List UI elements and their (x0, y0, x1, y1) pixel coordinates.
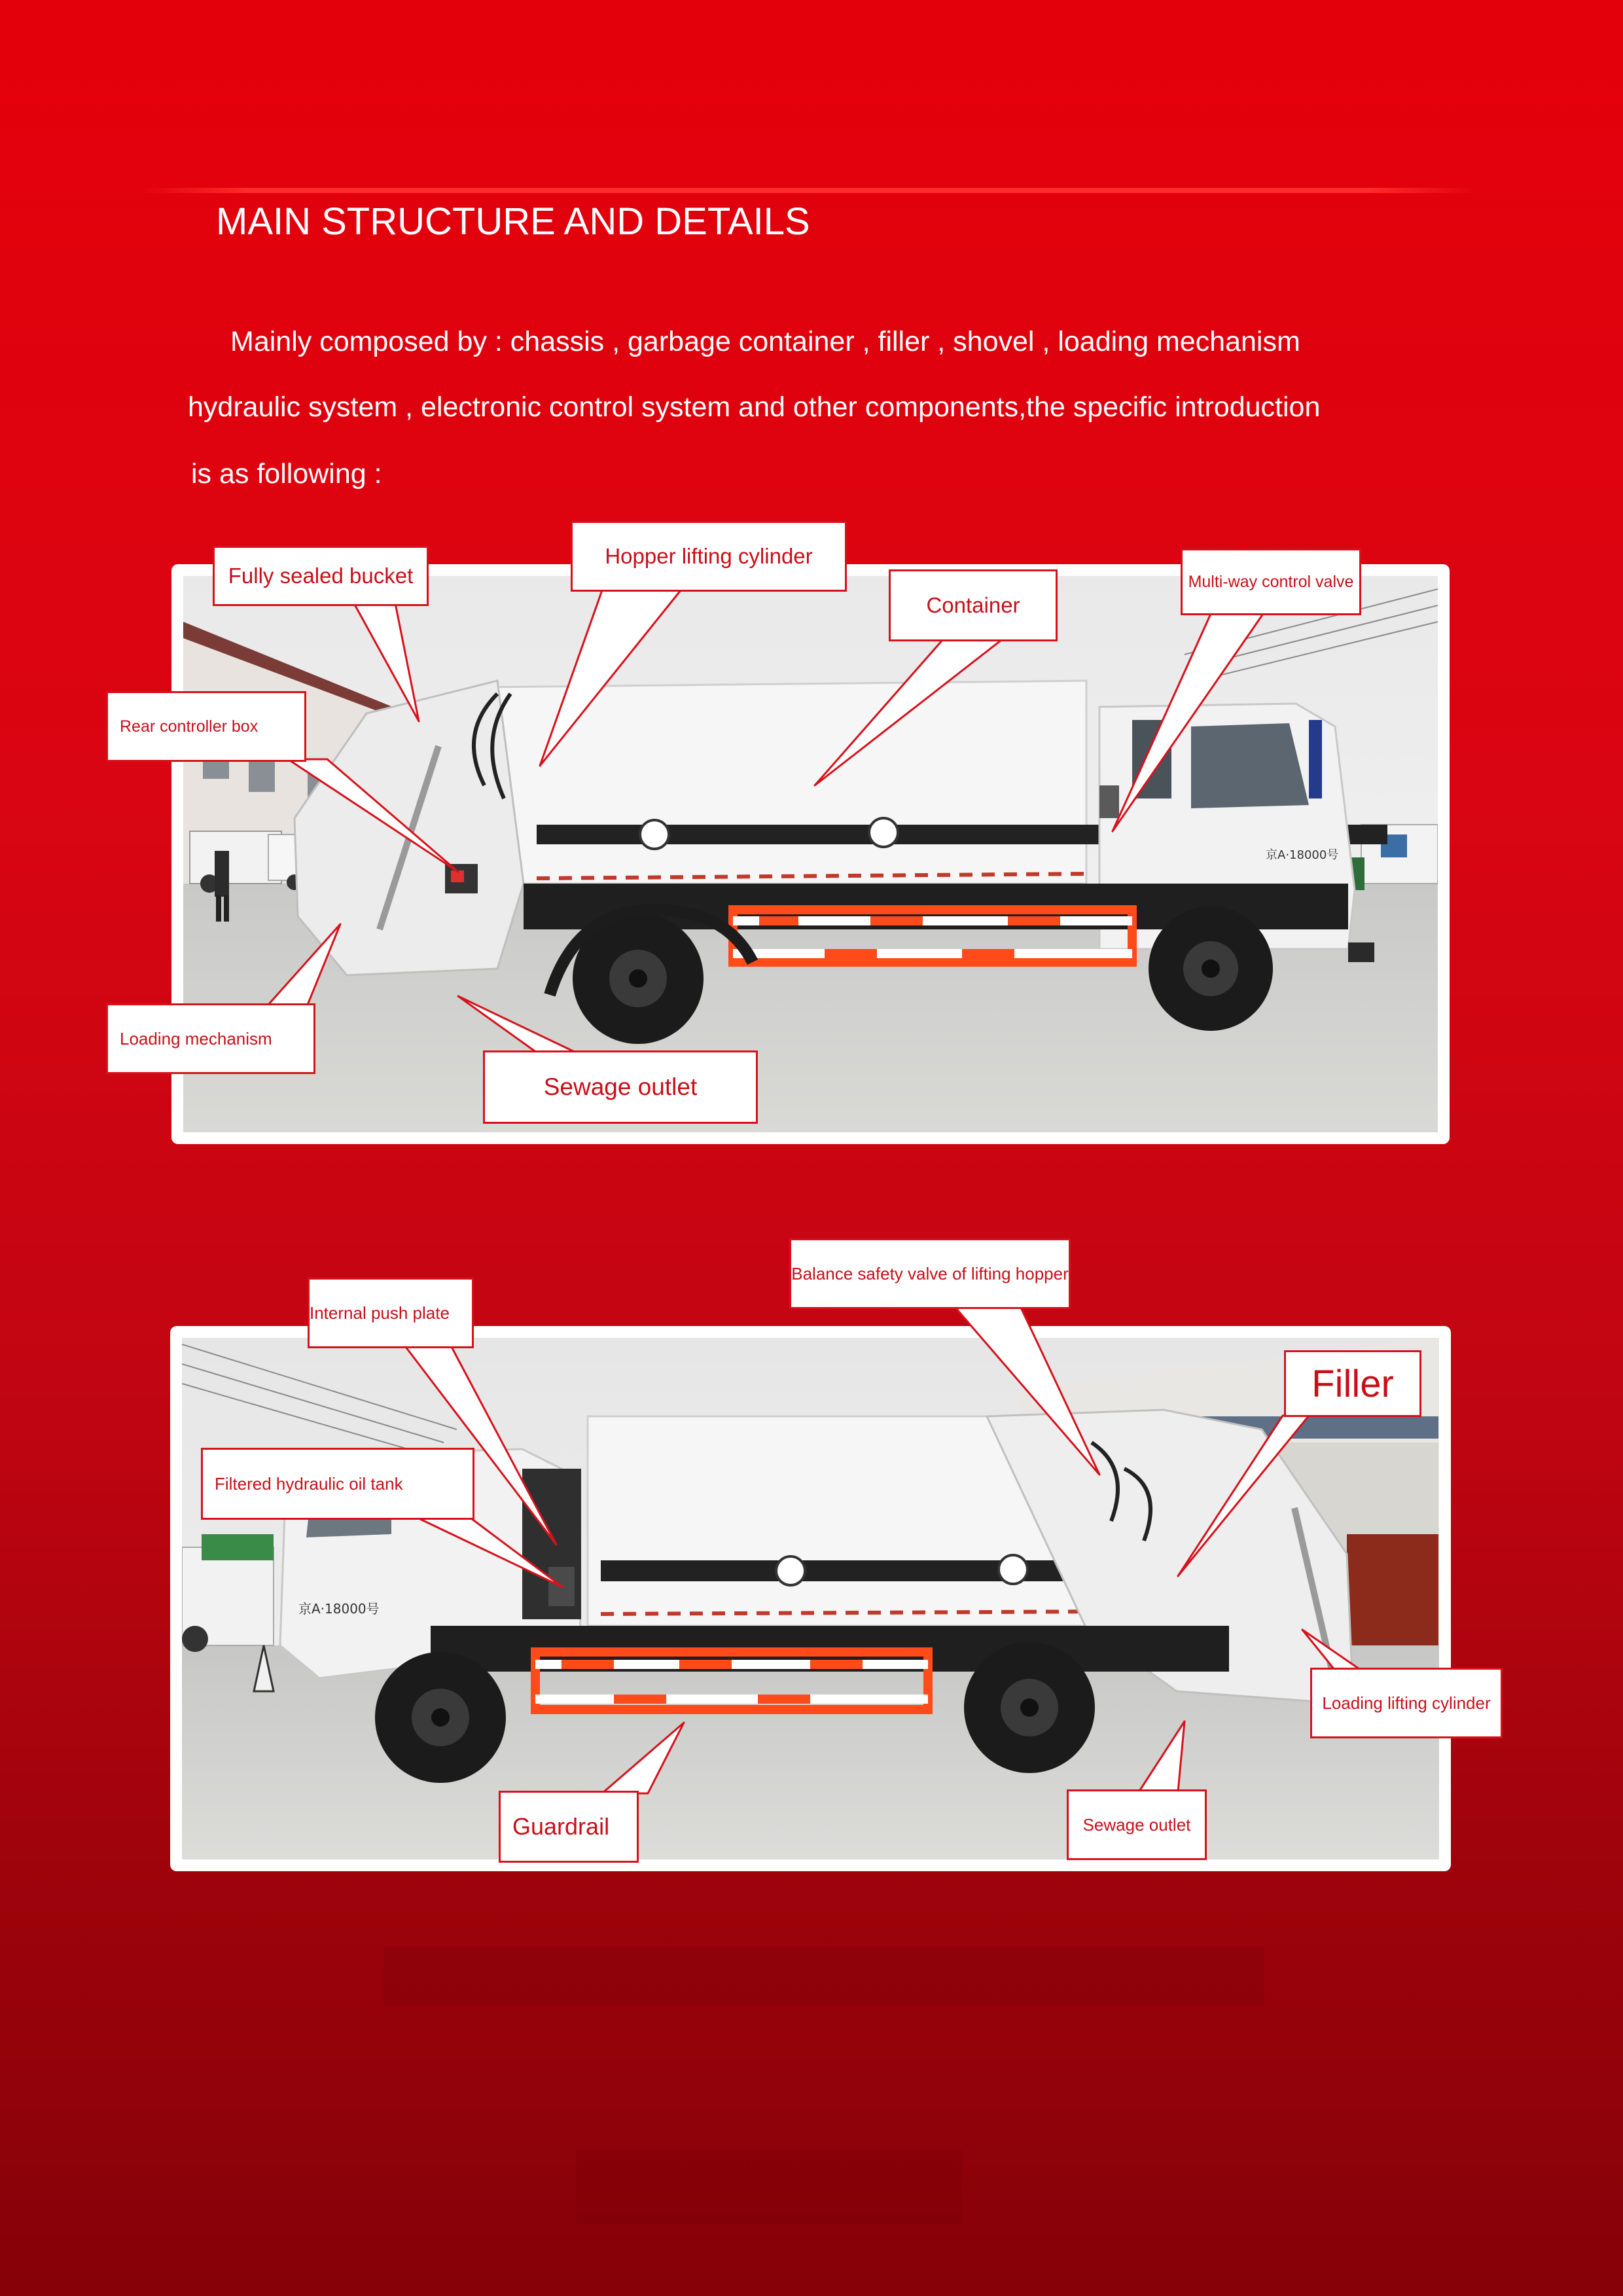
callout-container: Container (889, 569, 1058, 641)
truck-photo-rear-view (171, 564, 1450, 1144)
truck-plate-text: 京A·18000号 (1266, 848, 1339, 862)
truck-photo-1-scene (183, 576, 1438, 1132)
decorative-block (383, 1946, 1264, 2005)
callout-rear-controller-box: Rear controller box (106, 691, 306, 762)
callout-hopper-lifting-cylinder: Hopper lifting cylinder (571, 521, 847, 592)
callout-multi-way-control-valve: Multi-way control valve (1181, 548, 1361, 615)
callout-loading-lifting-cylinder: Loading lifting cylinder (1310, 1668, 1503, 1738)
truck-photo-side-view (170, 1326, 1451, 1871)
callout-filler: Filler (1284, 1350, 1421, 1417)
intro-line-1: Mainly composed by : chassis , garbage container , filler , shovel , loading mechanism (230, 326, 1300, 357)
intro-line-2: hydraulic system , electronic control system and other components,the specific introduction (188, 391, 1321, 423)
truck-photo-2-scene (182, 1338, 1439, 1859)
callout-fully-sealed-bucket: Fully sealed bucket (213, 546, 429, 606)
truck-plate-text: 京A·18000号 (298, 1601, 380, 1617)
callout-loading-mechanism: Loading mechanism (106, 1003, 315, 1074)
callout-sewage-outlet-1: Sewage outlet (483, 1050, 758, 1124)
callout-filtered-hydraulic-oil-tank: Filtered hydraulic oil tank (201, 1448, 474, 1520)
callout-guardrail: Guardrail (499, 1791, 639, 1863)
top-divider-line (141, 188, 1476, 193)
callout-sewage-outlet-2: Sewage outlet (1067, 1789, 1207, 1860)
callout-internal-push-plate: Internal push plate (308, 1278, 474, 1348)
page-title: MAIN STRUCTURE AND DETAILS (216, 200, 810, 243)
callout-balance-safety-valve: Balance safety valve of lifting hopper (789, 1238, 1071, 1309)
decorative-block (576, 2151, 962, 2224)
intro-line-3: is as following : (191, 458, 382, 490)
